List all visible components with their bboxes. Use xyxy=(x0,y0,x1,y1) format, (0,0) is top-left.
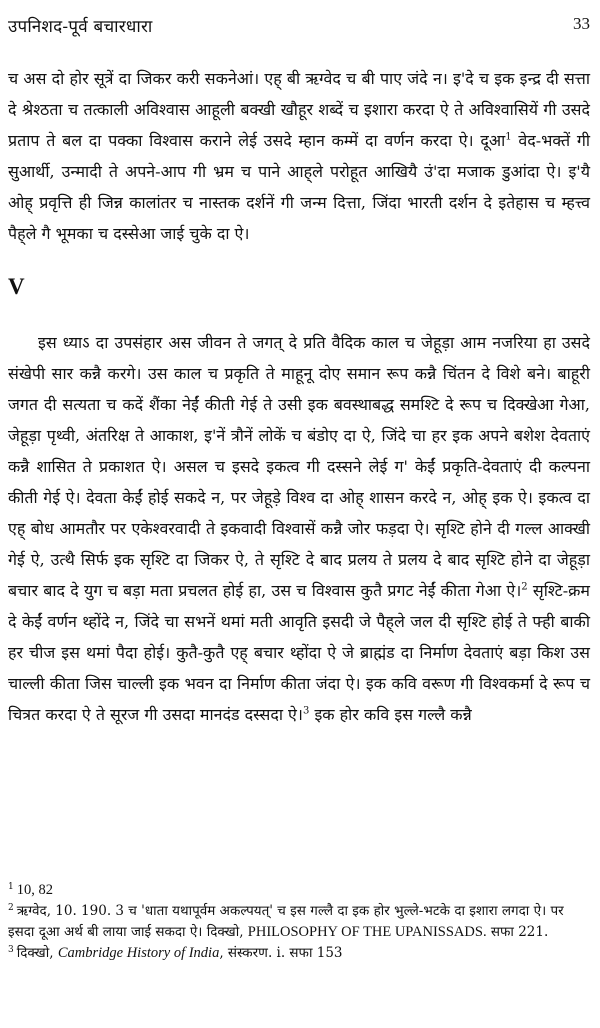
footnote-text-continued: सफा 221. xyxy=(486,924,549,940)
paragraph-2-text-end: इक होर कवि इस गल्लै कन्नै xyxy=(309,705,472,724)
section-heading: V xyxy=(8,274,25,299)
footnote-book-title: PHILOSOPHY OF THE UPANISSADS. xyxy=(247,924,487,940)
paragraph-1-text: च अस दो होर सूत्रें दा जिकर करी सकनेआं। एह् बी ऋग्वेद च बी पाए जंदे न। इ'दे च इक इन्द्र दी सत्ता दे श्रेश्ठता च तत्काली अविश्वास आहूली बक्खी खौहूर शब्दें च इशारा करदा ऐ ते अविश्वासियें गी उसदे प्रताप ते बल दा पक्का विश्वास कराने लेई उसदे म्हान कम्में दा वर्णन करदा ऐ। दूआ xyxy=(8,69,590,150)
paragraph-2 xyxy=(8,327,590,730)
footnote-ref-1: 1 xyxy=(505,131,512,143)
footnotes xyxy=(8,880,590,964)
footnote-1 xyxy=(8,880,590,901)
footnote-marker: 2 xyxy=(8,902,14,913)
body-text xyxy=(8,63,590,730)
footnote-2 xyxy=(8,901,590,943)
footnote-ref-3: 3 xyxy=(302,705,310,717)
page-number: 33 xyxy=(573,14,590,33)
paragraph-1-text-continued: वेद-भक्तें गी सुआर्थी, उन्मादी ते अपने-आप गी भ्रम च पाने आह्‌ले परोहूत आखियै उं'दा मजाक डुआंदा ऐ। इ'यै ओह् प्रवृत्ति ही जिन्न कालांतर च नास्तक दर्शनें गी जन्म दित्ता, जिंदा भारती दर्शन दे इतेहास च म्हत्त्व पैह्‌ले गै भूमका च दस्सेआ जाई चुके दा ऐ। xyxy=(8,131,590,243)
footnote-text: दिक्खो, xyxy=(16,945,58,961)
paragraph-2-text: इस ध्याऽ दा उपसंहार अस जीवन ते जगत् दे प्रति वैदिक काल च जेहूड़ा आम नजरिया हा उसदे संखेपी सार कन्नै करगे। उस काल च प्रकृति ते माहूनू दोए समान रूप कन्नै चिंतन दे विशे बने। बाहूरी जगत दी सत्यता च कदें शैंका नेईं कीती गेई ते उसी इक बवस्थाबद्ध समश्टि दे रूप च दिक्खेआ गेआ, जेहूड़ा पृथ्वी, अंतरिक्ष ते आकाश, इ'नें त्रौनें लोकें च बंडोए दा ऐ, जिंदे चा हर इक अपने बशेश देवताएं कन्नै शासित ते प्रकाशत ऐ। असल च इसदे इकत्व गी दस्सने लेई ग' केईं प्रकृति-देवताएं दी कल्पना कीती गेई ऐ। देवता केईं होई सकदे न, पर जेहूड़े विश्व दा ओह् शासन करदे न, ओह् इक ऐ। इकत्व दा एह् बोध आमतौर पर एकेश्वरवादी ते इकवादी विश्वासें कन्नै जोर फड़दा ऐ। सृश्टि होने दी गल्ल आक्खी गेई ऐ, उत्थै सिर्फ इक सृश्टि दा जिकर ऐ, ते सृश्टि दे बाद प्रलय ते प्रलय दे बाद सृश्टि होने दा जेहूड़ा बचार बाद दे युग च बड़ा मता प्रचलत होई हा, उस च विश्वास कुतै प्रगट नेईं कीता गेआ ऐ। xyxy=(8,333,590,600)
page-header xyxy=(8,14,590,42)
footnote-marker: 3 xyxy=(8,944,14,955)
footnote-ref-2: 2 xyxy=(521,581,528,593)
footnote-text: ऋग्वेद, 10. 190. 3 च 'धाता यथापूर्वम अकल्पयत्' च इस गल्लै दा इक होर भुल्ले-भटके दा इशारा लगदा ऐ। पर इसदा दूआ अर्थ बी लाया जाई सकदा ऐ। दिक्खो, xyxy=(8,903,564,940)
paragraph-1 xyxy=(8,63,590,249)
footnote-3 xyxy=(8,943,590,964)
running-title: उपनिशद-पूर्व बचारधारा xyxy=(8,17,153,37)
footnote-marker: 1 xyxy=(8,881,14,892)
footnote-text: 10, 82 xyxy=(16,882,53,898)
paragraph-2-text-continued: सृश्टि-क्रम दे केईं वर्णन थ्होंदे न, जिंदे चा सभनें थमां मती आवृति इसदी जे पैह्‌ले जल दी सृश्टि होई ते फ्ही बाकी हर चीज इस थमां पैदा होई। कुतै-कुतै एह् बचार थ्होंदा ऐ जे ब्राह्मंड दा निर्माण देवताएं बड़ा किश उस चाल्ली कीता जिस चाल्ली इक भवन दा निर्माण कीता जंदा ऐ। इक कवि वरूण गी विश्वकर्मा दे रूप च चित्रत करदा ऐ ते सूरज गी उसदा मानदंड दस्सदा ऐ। xyxy=(8,581,590,724)
footnote-book-title: Cambridge History of India xyxy=(57,945,220,961)
footnote-text-continued: , संस्करण. i. सफा 153 xyxy=(219,945,343,961)
